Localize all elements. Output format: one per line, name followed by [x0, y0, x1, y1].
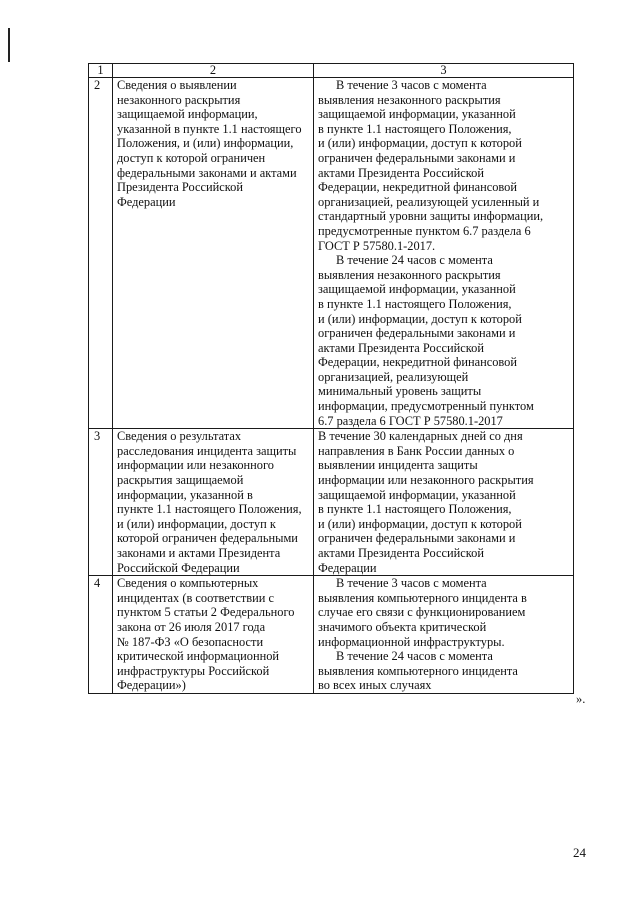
header-cell-1: 1	[89, 64, 113, 78]
term-cell	[314, 78, 574, 429]
info-cell: Сведения о результатах расследования инцидента защиты информации или незаконного раскрытия защищаемой информации, указанной в пункте 1.1 настоящего Положения, и (или) информации, доступ к которой ограничен федеральными законами и актами Президента Российской Федерации	[113, 429, 314, 576]
requirements-table	[88, 63, 574, 694]
term-paragraph: В течение 3 часов с момента выявления незаконного раскрытия защищаемой информации, указанной в пункте 1.1 настоящего Положения, и (или) информации, доступ к которой ограничен федеральными законами и актами Президента Российской Федерации, некредитной финансовой организацией, реализующей усиленный и стандартный уровни защиты информации, предусмотренные пунктом 6.7 раздела 6 ГОСТ Р 57580.1-2017.	[318, 78, 544, 253]
info-cell: Сведения о выявлении незаконного раскрытия защищаемой информации, указанной в пункте 1.1 настоящего Положения, и (или) информации, доступ к которой ограничен федеральными законами и актами Президента Российской Федерации	[113, 78, 314, 429]
info-cell: Сведения о компьютерных инцидентах (в соответствии с пунктом 5 статьи 2 Федерального закона от 26 июля 2017 года № 187-ФЗ «О безопасности критической информационной инфраструктуры Российской Федерации»)	[113, 576, 314, 694]
header-cell-2: 2	[113, 64, 314, 78]
term-paragraph: В течение 30 календарных дней со дня направления в Банк России данных о выявлении инцидента защиты информации или незаконного раскрытия защищаемой информации, указанной в пункте 1.1 настоящего Положения, и (или) информации, доступ к которой ограничен федеральными законами и актами Президента Российской Федерации	[318, 429, 534, 575]
table-header-row	[89, 64, 574, 78]
term-paragraph: В течение 3 часов с момента выявления компьютерного инцидента в случае его связи с функционированием значимого объекта критической информационной инфраструктуры.	[318, 576, 527, 649]
term-cell	[314, 576, 574, 694]
page-number: 24	[573, 845, 586, 860]
term-paragraph: В течение 24 часов с момента выявления незаконного раскрытия защищаемой информации, указанной в пункте 1.1 настоящего Положения, и (или) информации, доступ к которой ограничен федеральными законами и актами Президента Российской Федерации, некредитной финансовой организацией, реализующей минимальный уровень защиты информации, предусмотренный пунктом 6.7 раздела 6 ГОСТ Р 57580.1-2017	[318, 253, 534, 428]
term-paragraph: В течение 24 часов с момента выявления компьютерного инцидента во всех иных случаях	[318, 649, 518, 693]
closing-quote: ».	[576, 692, 586, 706]
row-number: 3	[89, 429, 113, 576]
table-row	[89, 78, 574, 429]
table-row	[89, 429, 574, 576]
table-row	[89, 576, 574, 694]
row-number: 2	[89, 78, 113, 429]
term-cell	[314, 429, 574, 576]
header-cell-3: 3	[314, 64, 574, 78]
scan-margin-mark	[8, 28, 10, 62]
row-number: 4	[89, 576, 113, 694]
